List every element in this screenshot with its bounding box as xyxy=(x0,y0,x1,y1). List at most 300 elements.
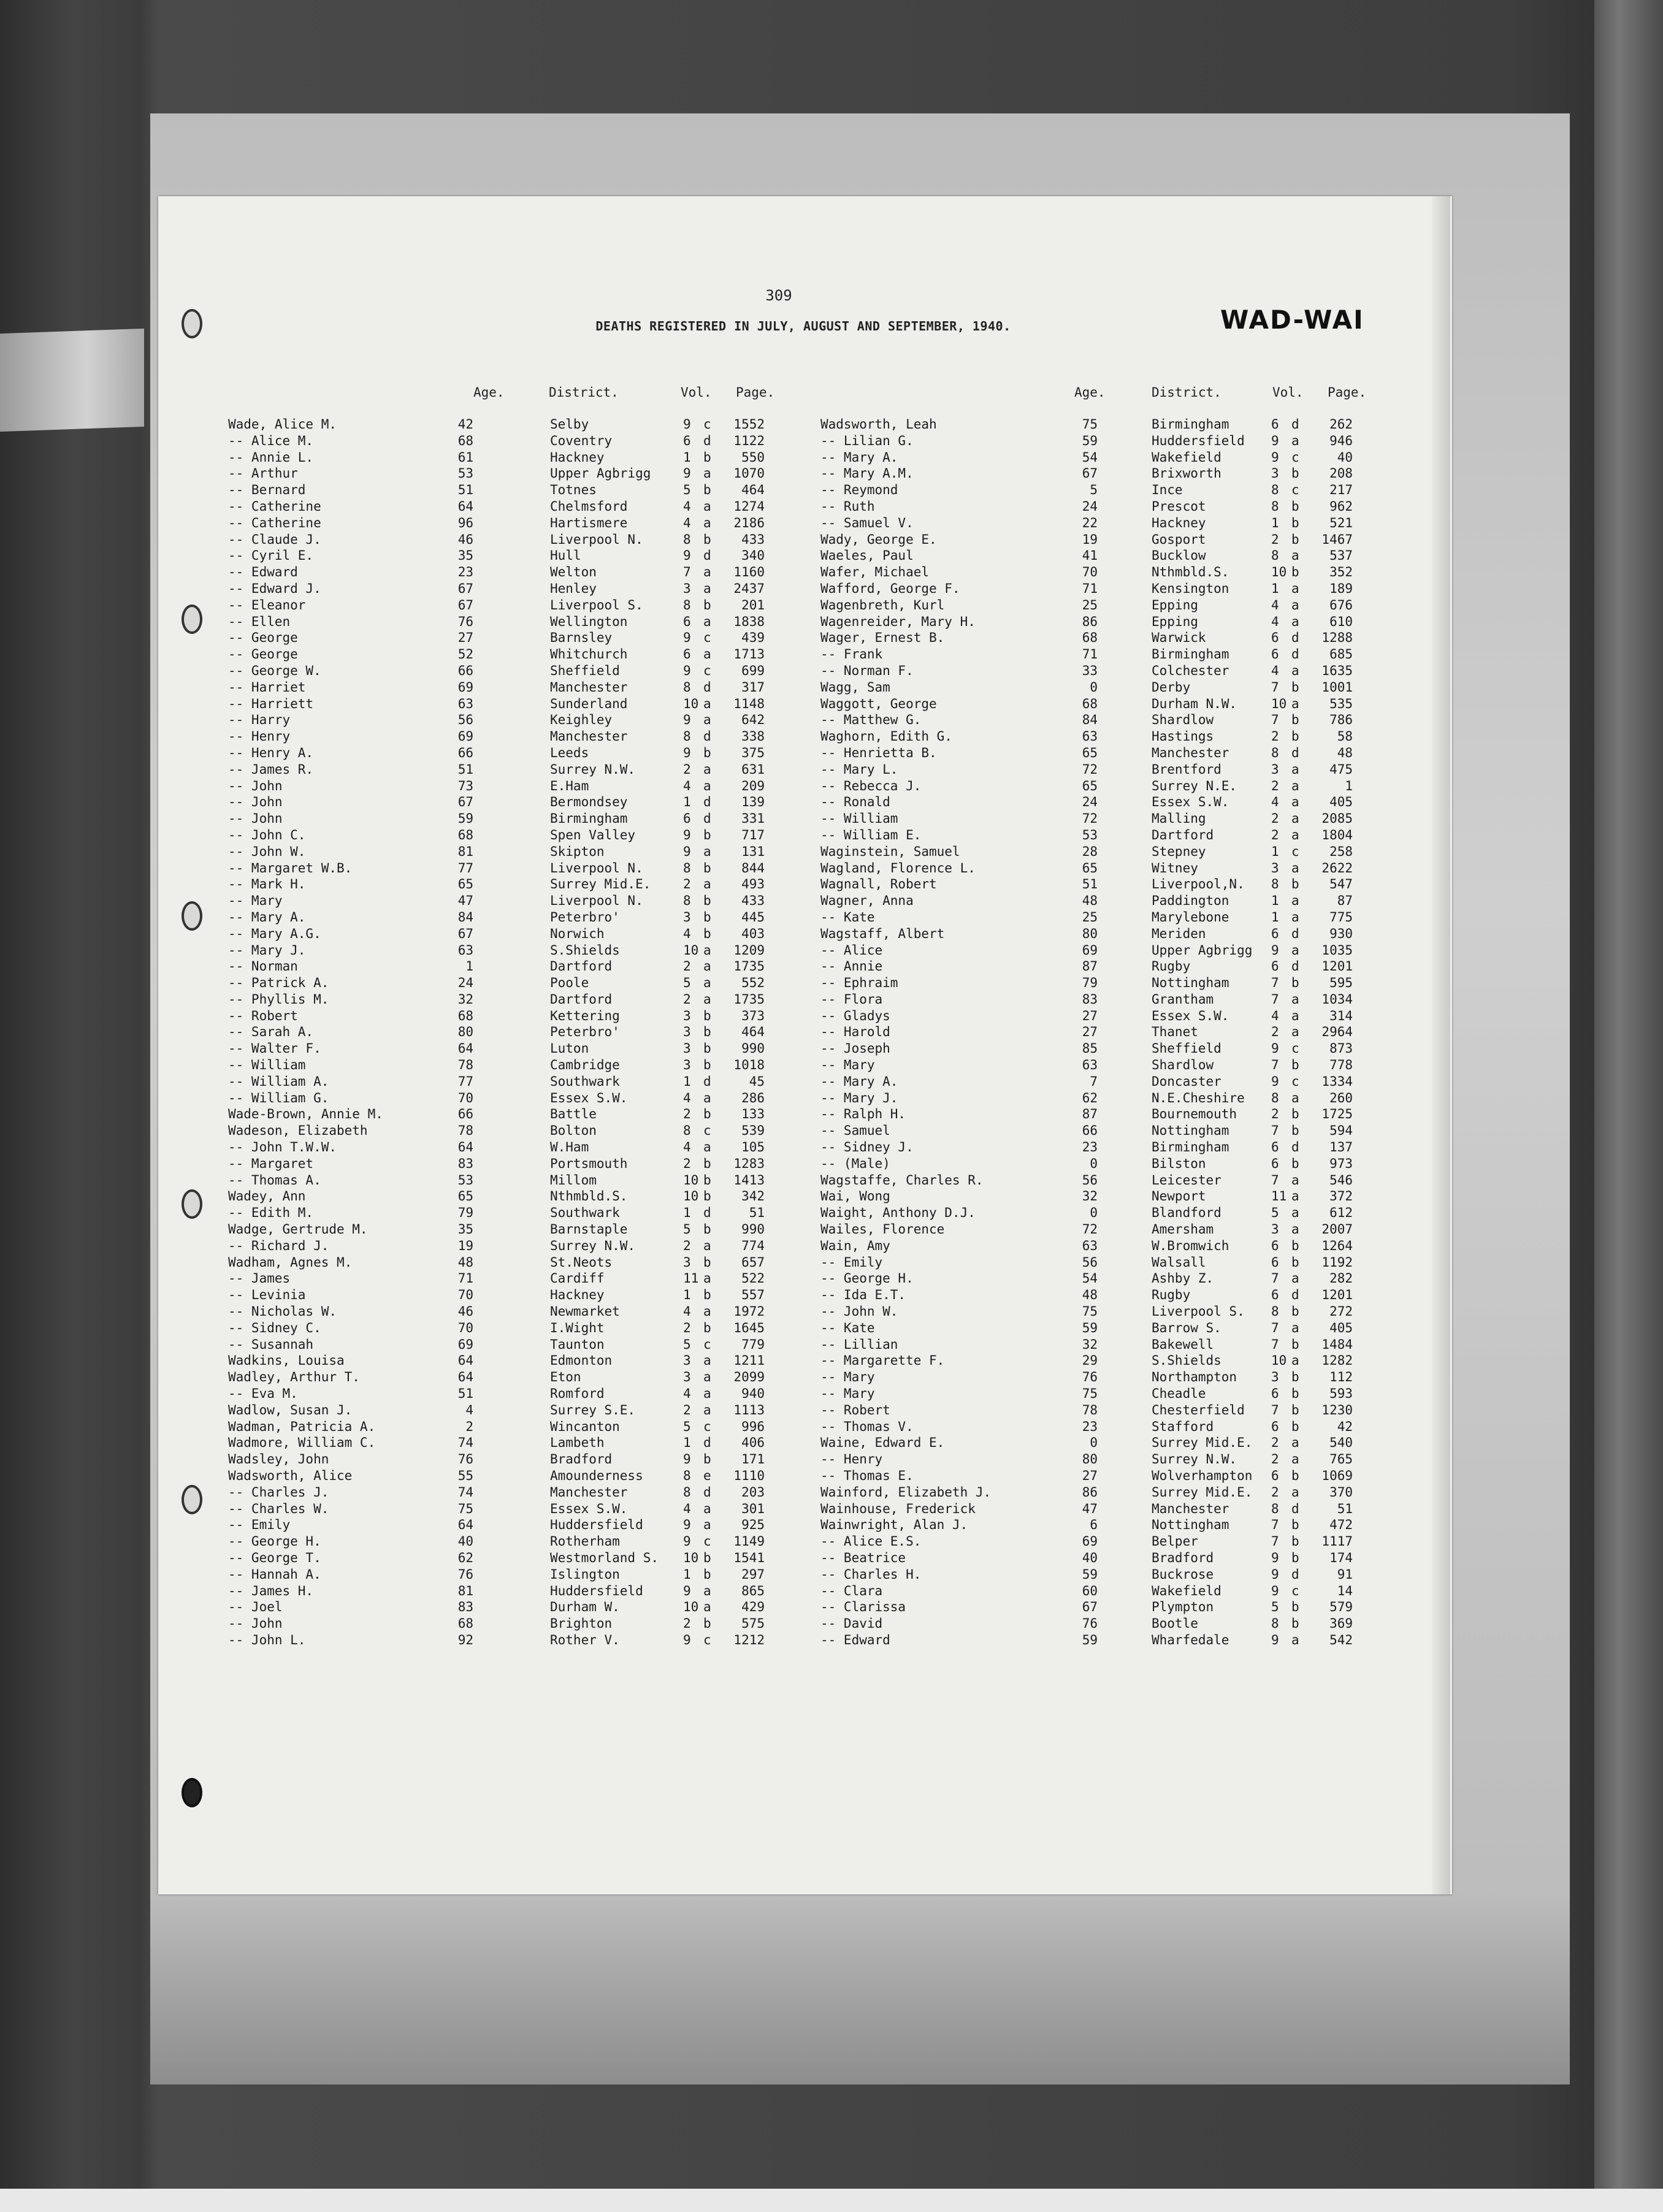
entry-district: Prescot xyxy=(1152,498,1206,514)
entry-vol: 5 xyxy=(683,482,691,498)
entry-name: -- Harry xyxy=(228,712,291,728)
entry-page: 557 xyxy=(741,1287,765,1303)
entry-vol: 2 xyxy=(1271,1024,1279,1040)
entry-sub: a xyxy=(703,1501,711,1516)
entry-district: Hackney xyxy=(550,1287,605,1303)
entry-vol: 6 xyxy=(1271,926,1279,941)
entry-page: 973 xyxy=(1329,1156,1353,1171)
entry-name: -- Annie xyxy=(820,959,883,974)
entry-district: Amounderness xyxy=(550,1468,643,1483)
entry-age: 76 xyxy=(1082,1616,1098,1631)
entry-sub: b xyxy=(1291,498,1299,514)
entry-row xyxy=(820,1173,1385,1189)
entry-row xyxy=(820,1485,1385,1501)
entry-age: 22 xyxy=(1082,515,1098,530)
entry-name: -- Harriet xyxy=(228,679,306,695)
entry-page: 439 xyxy=(741,630,765,646)
entry-age: 25 xyxy=(1082,597,1098,612)
entry-age: 64 xyxy=(457,1041,473,1056)
entry-district: Plympton xyxy=(1152,1600,1214,1615)
entry-district: Derby xyxy=(1152,679,1191,695)
entry-page: 786 xyxy=(1329,712,1353,728)
entry-sub: b xyxy=(703,926,711,941)
entry-row xyxy=(228,1074,780,1091)
entry-age: 0 xyxy=(1090,1205,1098,1221)
entry-age: 33 xyxy=(1082,663,1098,678)
entry-district: Poole xyxy=(550,975,589,991)
entry-vol: 3 xyxy=(1271,466,1279,481)
entry-page: 717 xyxy=(741,827,765,842)
entry-age: 47 xyxy=(457,893,473,909)
entry-vol: 1 xyxy=(1271,893,1279,909)
entry-district: I.Wight xyxy=(550,1320,605,1335)
entry-age: 81 xyxy=(457,1583,473,1598)
entry-name: Wadham, Agnes M. xyxy=(228,1254,353,1270)
entry-sub: b xyxy=(703,1566,711,1582)
entry-vol: 9 xyxy=(1271,942,1279,958)
entry-age: 78 xyxy=(1082,1402,1098,1417)
film-edge-bottom xyxy=(0,2189,1663,2212)
entry-page: 2007 xyxy=(1321,1222,1353,1237)
entry-vol: 9 xyxy=(683,1583,691,1598)
entry-vol: 9 xyxy=(1271,433,1279,448)
entry-row xyxy=(820,482,1385,499)
entry-row xyxy=(228,647,780,663)
entry-row xyxy=(228,499,780,516)
entry-page: 406 xyxy=(741,1435,765,1451)
entry-sub: b xyxy=(703,1172,711,1188)
entry-age: 69 xyxy=(1082,942,1098,958)
entry-sub: d xyxy=(1291,926,1299,941)
entry-sub: b xyxy=(1291,1123,1299,1138)
entry-name: Wafer, Michael xyxy=(820,565,930,580)
entry-row xyxy=(820,450,1385,467)
entry-vol: 10 xyxy=(683,696,699,711)
entry-row xyxy=(228,779,780,795)
entry-vol: 9 xyxy=(683,827,691,842)
entry-row xyxy=(228,1403,780,1419)
entry-name: Wainwright, Alan J. xyxy=(820,1517,968,1533)
entry-age: 24 xyxy=(457,975,473,991)
entry-age: 66 xyxy=(1082,1123,1098,1138)
entry-vol: 4 xyxy=(1271,795,1279,810)
entry-vol: 7 xyxy=(1271,1172,1279,1188)
entry-vol: 5 xyxy=(1271,1205,1279,1221)
entry-page: 1201 xyxy=(1321,1287,1353,1303)
entry-sub: a xyxy=(1291,1205,1299,1221)
entry-sub: b xyxy=(1291,466,1299,481)
entry-sub: a xyxy=(1291,1320,1299,1335)
entry-name: -- Mary xyxy=(820,1058,875,1073)
entry-age: 74 xyxy=(457,1484,473,1500)
entry-sub: d xyxy=(703,795,711,810)
entry-sub: a xyxy=(703,991,711,1007)
entry-row xyxy=(820,1370,1385,1386)
entry-vol: 1 xyxy=(1271,909,1279,925)
entry-vol: 1 xyxy=(683,1435,691,1451)
entry-district: Malling xyxy=(1152,811,1206,826)
entry-page: 342 xyxy=(741,1189,765,1204)
entry-page: 990 xyxy=(741,1041,765,1056)
entry-district: Barnsley xyxy=(550,630,613,646)
entry-district: Durham W. xyxy=(550,1600,620,1615)
entry-vol: 5 xyxy=(683,975,691,991)
entry-age: 53 xyxy=(457,466,473,481)
entry-vol: 7 xyxy=(1271,975,1279,991)
entry-row xyxy=(228,433,780,450)
left-entries-table xyxy=(228,417,780,1649)
entry-vol: 2 xyxy=(683,1616,691,1631)
entry-row xyxy=(228,1321,780,1337)
entry-sub: a xyxy=(1291,1271,1299,1286)
entry-district: Surrey N.W. xyxy=(550,1238,636,1253)
entry-sub: a xyxy=(703,1271,711,1286)
entry-name: -- Edith M. xyxy=(228,1205,314,1221)
entry-name: Wagstaff, Albert xyxy=(820,926,945,941)
entry-name: -- Ida E.T. xyxy=(820,1287,906,1303)
entry-row xyxy=(820,598,1385,614)
entry-district: Cheadle xyxy=(1152,1386,1206,1402)
entry-vol: 10 xyxy=(1271,696,1287,711)
entry-name: -- John W. xyxy=(228,844,306,859)
entry-vol: 6 xyxy=(1271,1254,1279,1270)
entry-district: Walsall xyxy=(1152,1254,1206,1270)
entry-page: 1635 xyxy=(1321,663,1353,678)
entry-page: 370 xyxy=(1329,1484,1353,1500)
entry-age: 70 xyxy=(457,1320,473,1335)
entry-age: 87 xyxy=(1082,1107,1098,1122)
entry-row xyxy=(228,598,780,614)
index-range-label: WAD-WAI xyxy=(1220,305,1364,335)
entry-vol: 9 xyxy=(683,1632,691,1647)
entry-row xyxy=(228,630,780,647)
entry-name: -- Robert xyxy=(820,1402,890,1417)
entry-district: Southwark xyxy=(550,1205,620,1221)
entry-name: -- Mary xyxy=(820,1370,875,1385)
entry-sub: d xyxy=(703,1484,711,1500)
entry-name: -- Margaret xyxy=(228,1156,314,1171)
entry-vol: 5 xyxy=(683,1337,691,1352)
entry-sub: a xyxy=(703,877,711,892)
entry-vol: 9 xyxy=(1271,1074,1279,1089)
entry-row xyxy=(820,466,1385,482)
entry-row xyxy=(228,466,780,482)
entry-row xyxy=(228,1468,780,1485)
entry-row xyxy=(228,1386,780,1403)
entry-sub: d xyxy=(1291,417,1299,432)
entry-page: 1035 xyxy=(1321,942,1353,958)
entry-sub: b xyxy=(1291,1156,1299,1171)
entry-age: 67 xyxy=(457,597,473,612)
entry-name: Wady, George E. xyxy=(820,532,937,547)
entry-district: Grantham xyxy=(1152,991,1214,1007)
entry-page: 45 xyxy=(749,1074,765,1089)
entry-name: -- Alice E.S. xyxy=(820,1534,922,1549)
entry-sub: b xyxy=(703,597,711,612)
entry-age: 40 xyxy=(457,1534,473,1549)
entry-name: Waggott, George xyxy=(820,696,937,711)
entry-age: 74 xyxy=(457,1435,473,1451)
entry-row xyxy=(820,1238,1385,1255)
entry-district: Leeds xyxy=(550,745,589,760)
entry-age: 61 xyxy=(457,449,473,465)
entry-sub: b xyxy=(1291,729,1299,744)
entry-name: -- Margaret W.B. xyxy=(228,860,353,875)
entry-district: Cardiff xyxy=(550,1271,605,1286)
entry-page: 1334 xyxy=(1321,1074,1353,1089)
entry-page: 369 xyxy=(1329,1616,1353,1631)
entry-district: Surrey N.W. xyxy=(550,761,636,777)
entry-age: 71 xyxy=(457,1271,473,1286)
entry-vol: 7 xyxy=(1271,1402,1279,1417)
entry-age: 59 xyxy=(457,811,473,826)
entry-district: Surrey N.E. xyxy=(1152,778,1237,793)
entry-vol: 1 xyxy=(683,1287,691,1303)
entry-name: Waginstein, Samuel xyxy=(820,844,960,859)
entry-district: Kensington xyxy=(1152,581,1229,596)
entry-age: 63 xyxy=(1082,1058,1098,1073)
entry-age: 32 xyxy=(1082,1337,1098,1352)
entry-district: Surrey Mid.E. xyxy=(550,877,651,892)
entry-vol: 3 xyxy=(683,1370,691,1385)
entry-sub: b xyxy=(703,745,711,760)
entry-name: -- Claude J. xyxy=(228,532,321,547)
entry-page: 925 xyxy=(741,1517,765,1533)
entry-age: 29 xyxy=(1082,1353,1098,1368)
entry-age: 66 xyxy=(457,745,473,760)
entry-page: 112 xyxy=(1329,1370,1353,1385)
entry-name: Wadeson, Elizabeth xyxy=(228,1123,368,1138)
entry-vol: 3 xyxy=(683,909,691,925)
entry-row xyxy=(820,1567,1385,1584)
entry-page: 2622 xyxy=(1321,860,1353,875)
entry-page: 550 xyxy=(741,449,765,465)
entry-page: 352 xyxy=(1329,565,1353,580)
entry-page: 547 xyxy=(1329,877,1353,892)
entry-sub: a xyxy=(703,761,711,777)
entry-page: 844 xyxy=(741,860,765,875)
entry-row xyxy=(820,680,1385,696)
entry-vol: 10 xyxy=(683,1550,699,1565)
entry-age: 71 xyxy=(1082,581,1098,596)
entry-age: 6 xyxy=(1090,1517,1098,1533)
entry-district: Paddington xyxy=(1152,893,1229,909)
entry-name: -- Bernard xyxy=(228,482,306,498)
entry-row xyxy=(820,893,1385,910)
entry-row xyxy=(820,1337,1385,1354)
entry-sub: a xyxy=(703,1517,711,1533)
punch-hole-3 xyxy=(182,901,202,931)
entry-age: 86 xyxy=(1082,1484,1098,1500)
entry-sub: a xyxy=(703,614,711,629)
entry-sub: c xyxy=(703,1419,711,1434)
entry-name: Wagg, Sam xyxy=(820,679,890,695)
entry-district: S.Shields xyxy=(550,942,620,958)
entry-name: -- Kate xyxy=(820,1320,875,1335)
entry-age: 59 xyxy=(1082,1632,1098,1647)
entry-sub: a xyxy=(703,1583,711,1598)
entry-sub: b xyxy=(1291,1337,1299,1352)
entry-row xyxy=(228,861,780,877)
entry-row xyxy=(820,1058,1385,1074)
entry-vol: 8 xyxy=(683,1123,691,1138)
entry-row xyxy=(228,1485,780,1501)
entry-row xyxy=(228,1123,780,1140)
entry-page: 676 xyxy=(1329,597,1353,612)
entry-name: -- Patrick A. xyxy=(228,975,329,991)
entry-page: 873 xyxy=(1329,1041,1353,1056)
entry-age: 5 xyxy=(1090,482,1098,498)
entry-vol: 9 xyxy=(1271,1632,1279,1647)
left-header-vol: Vol. xyxy=(681,385,712,400)
entry-page: 575 xyxy=(741,1616,765,1631)
entry-name: -- Clarissa xyxy=(820,1600,906,1615)
entry-district: Gosport xyxy=(1152,532,1206,547)
entry-sub: c xyxy=(703,663,711,678)
entry-sub: a xyxy=(1291,1632,1299,1647)
entry-age: 80 xyxy=(1082,1452,1098,1467)
entry-page: 464 xyxy=(741,1024,765,1040)
entry-row xyxy=(228,1271,780,1287)
entry-row xyxy=(228,828,780,844)
entry-page: 1725 xyxy=(1321,1107,1353,1122)
entry-vol: 6 xyxy=(1271,1386,1279,1402)
entry-sub: a xyxy=(1291,1484,1299,1500)
entry-page: 493 xyxy=(741,877,765,892)
entry-district: Liverpool N. xyxy=(550,860,643,875)
entry-sub: b xyxy=(1291,679,1299,695)
entry-vol: 3 xyxy=(1271,860,1279,875)
entry-district: Millom xyxy=(550,1172,597,1188)
entry-vol: 2 xyxy=(683,1238,691,1253)
entry-row xyxy=(820,1435,1385,1452)
entry-sub: d xyxy=(1291,1287,1299,1303)
entry-page: 403 xyxy=(741,926,765,941)
entry-age: 53 xyxy=(1082,827,1098,842)
entry-age: 84 xyxy=(1082,712,1098,728)
entry-row xyxy=(228,1189,780,1205)
entry-sub: c xyxy=(703,630,711,646)
entry-name: -- Mary xyxy=(820,1386,875,1402)
entry-page: 774 xyxy=(741,1238,765,1253)
entry-sub: a xyxy=(1291,548,1299,563)
entry-vol: 8 xyxy=(1271,1501,1279,1516)
entry-district: Shardlow xyxy=(1152,1058,1214,1073)
entry-age: 77 xyxy=(457,1074,473,1089)
entry-district: Bucklow xyxy=(1152,548,1206,563)
entry-sub: d xyxy=(703,1205,711,1221)
entry-age: 72 xyxy=(1082,761,1098,777)
entry-name: -- John L. xyxy=(228,1632,306,1647)
entry-sub: a xyxy=(703,1600,711,1615)
entry-row xyxy=(228,1353,780,1370)
entry-name: -- Ralph H. xyxy=(820,1107,906,1122)
entry-name: -- Frank xyxy=(820,647,883,662)
entry-vol: 10 xyxy=(1271,1353,1287,1368)
entry-sub: b xyxy=(703,449,711,465)
entry-sub: a xyxy=(1291,1024,1299,1040)
entry-vol: 10 xyxy=(683,1172,699,1188)
entry-vol: 7 xyxy=(683,565,691,580)
entry-row xyxy=(228,1304,780,1321)
entry-vol: 3 xyxy=(683,1058,691,1073)
entry-row xyxy=(228,1156,780,1173)
entry-name: Wain, Amy xyxy=(820,1238,890,1253)
entry-row xyxy=(820,663,1385,680)
entry-page: 1838 xyxy=(733,614,765,629)
entry-age: 59 xyxy=(1082,1566,1098,1582)
entry-age: 75 xyxy=(1082,1304,1098,1319)
entry-age: 51 xyxy=(457,482,473,498)
entry-sub: a xyxy=(1291,1090,1299,1105)
entry-district: Portsmouth xyxy=(550,1156,628,1171)
entry-age: 67 xyxy=(1082,1600,1098,1615)
entry-row xyxy=(820,1304,1385,1321)
entry-row xyxy=(228,1584,780,1600)
entry-name: -- George H. xyxy=(820,1271,914,1286)
entry-name: Wadge, Gertrude M. xyxy=(228,1222,368,1237)
entry-row xyxy=(228,1287,780,1304)
entry-page: 2964 xyxy=(1321,1024,1353,1040)
entry-sub: a xyxy=(1291,827,1299,842)
entry-district: Cambridge xyxy=(550,1058,620,1073)
entry-district: Surrey Mid.E. xyxy=(1152,1435,1253,1451)
entry-vol: 7 xyxy=(1271,1337,1279,1352)
entry-district: N.E.Cheshire xyxy=(1152,1090,1245,1105)
entry-row xyxy=(228,893,780,910)
entry-vol: 2 xyxy=(1271,1484,1279,1500)
entry-page: 990 xyxy=(741,1222,765,1237)
entry-name: -- Kate xyxy=(820,909,875,925)
entry-district: St.Neots xyxy=(550,1254,613,1270)
entry-sub: b xyxy=(1291,1254,1299,1270)
entry-name: -- James xyxy=(228,1271,291,1286)
entry-page: 775 xyxy=(1329,909,1353,925)
entry-name: Wagenbreth, Kurl xyxy=(820,597,945,612)
entry-vol: 2 xyxy=(1271,532,1279,547)
entry-district: Kettering xyxy=(550,1008,620,1023)
entry-district: Bermondsey xyxy=(550,795,628,810)
entry-name: -- Matthew G. xyxy=(820,712,922,728)
entry-row xyxy=(228,910,780,926)
entry-district: Birmingham xyxy=(550,811,628,826)
entry-vol: 3 xyxy=(1271,761,1279,777)
entry-district: Liverpool N. xyxy=(550,532,643,547)
entry-sub: b xyxy=(703,1024,711,1040)
entry-age: 70 xyxy=(457,1287,473,1303)
entry-vol: 7 xyxy=(1271,712,1279,728)
entry-vol: 9 xyxy=(683,466,691,481)
entry-row xyxy=(820,1468,1385,1485)
entry-row xyxy=(820,548,1385,565)
entry-sub: d xyxy=(1291,1566,1299,1582)
entry-age: 60 xyxy=(1082,1583,1098,1598)
entry-district: Luton xyxy=(550,1041,589,1056)
entry-sub: b xyxy=(1291,1419,1299,1434)
entry-page: 40 xyxy=(1337,449,1353,465)
entry-page: 1122 xyxy=(733,433,765,448)
entry-page: 610 xyxy=(1329,614,1353,629)
entry-page: 1110 xyxy=(733,1468,765,1483)
entry-page: 1192 xyxy=(1321,1254,1353,1270)
entry-row xyxy=(228,1205,780,1222)
entry-row xyxy=(820,1452,1385,1468)
entry-age: 23 xyxy=(457,565,473,580)
entry-district: Brighton xyxy=(550,1616,613,1631)
entry-age: 23 xyxy=(1082,1419,1098,1434)
entry-vol: 1 xyxy=(1271,844,1279,859)
entry-vol: 9 xyxy=(683,1452,691,1467)
